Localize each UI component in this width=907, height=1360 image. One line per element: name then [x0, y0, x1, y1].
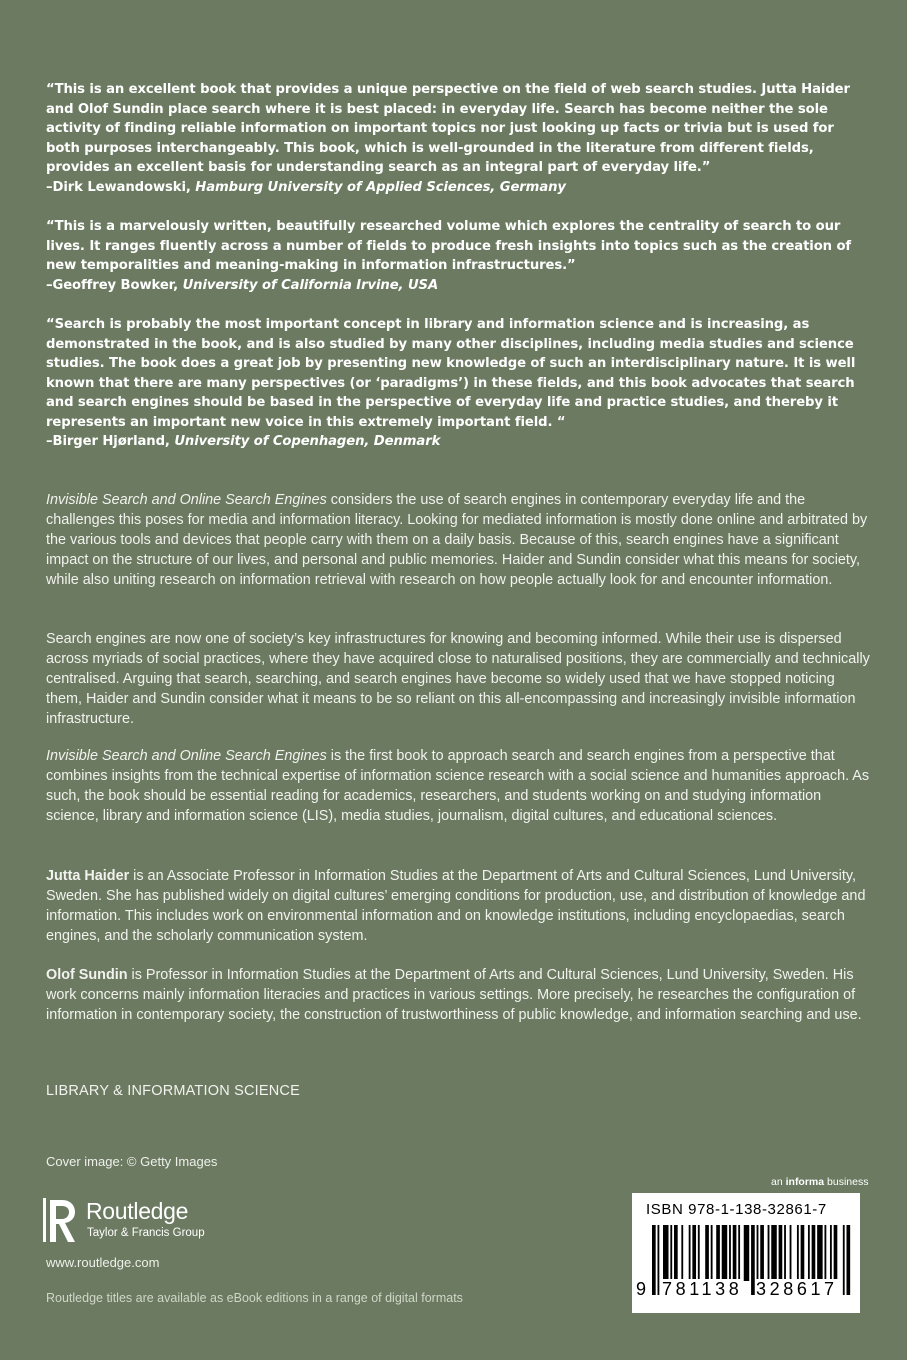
barcode-bar: [722, 1225, 728, 1281]
barcode-bar: [824, 1225, 826, 1281]
quote-author: –Geoffrey Bowker,: [46, 277, 179, 293]
paragraph-text: Search engines are now one of society’s key infrastructures for knowing and becoming informed. While their use is dispersed across myriads of social practices, where they have acquired close to naturalised positions, they are commercially and technically centralised. Arguing that search, searching, and search engines have become so widely used that we have stopped noticing them, Haider and Sundin consider what it means to be so reliant on this all-encompassing and increasingly invisible information infrastructure.: [46, 631, 870, 727]
isbn-digit-lead: 9: [636, 1279, 647, 1299]
barcode-bar: [834, 1225, 838, 1281]
description-paragraph-2: [46, 629, 871, 729]
ebook-note: Routledge titles are available as eBook editions in a range of digital formats: [46, 1291, 463, 1305]
publisher-url[interactable]: www.routledge.com: [46, 1255, 160, 1270]
quote-text: “This is an excellent book that provides a unique perspective on the field of web search studies. Jutta Haider and Olof Sundin place search where it is best placed: in everyday life. Search has become neither the sole activity of finding reliable information on important topics nor just looking up facts or trivia but is used for both purposes interchangeably. This book, which is well-grounded in the literature from different fields, provides an excellent basis for understanding search as an integral part of everyday life.”: [46, 82, 850, 175]
publisher-tagline: Taylor & Francis Group: [87, 1227, 205, 1239]
isbn-digits-left: 781138: [662, 1279, 743, 1299]
barcode-bar: [784, 1225, 786, 1281]
barcode-bar: [760, 1225, 764, 1281]
barcode-bar: [689, 1225, 691, 1281]
barcode-bar: [681, 1225, 683, 1281]
routledge-logo: [42, 1196, 232, 1246]
barcode-bar: [801, 1225, 805, 1281]
quote-attribution: [46, 178, 866, 198]
bio-text: is an Associate Professor in Information Studies at the Department of Arts and Cultural Sciences, Lund University, Sweden. She has published widely on digital cultures’ emerging conditions for production, use, and distribution of knowledge and information. This includes work on environmental information and on knowledge institutions, including encyclopaedias, search engines, and the scholarly communication system.: [46, 868, 866, 944]
routledge-logo-icon: [42, 1196, 78, 1246]
cover-image-credit: Cover image: © Getty Images: [46, 1154, 218, 1169]
barcode-bar: [692, 1225, 696, 1281]
endorsement-quote-2: [46, 217, 866, 295]
subject-category: LIBRARY & INFORMATION SCIENCE: [46, 1083, 300, 1099]
author-bio-haider: [46, 866, 871, 946]
isbn-label: ISBN 978-1-138-32861-7: [646, 1201, 827, 1218]
barcode-bar: [808, 1225, 810, 1281]
barcode-bar: [797, 1225, 799, 1281]
paragraph-text: considers the use of search engines in contemporary everyday life and the challenges this poses for media and information literacy. Looking for mediated information is mostly done online and arbitrated by the various tools and devices that people carry with them on a daily basis. Because of this, search engines have a significant impact on the structure of our lives, and personal and public memories. Haider and Sundin consider what this means for society, while also uniting research on information retrieval with research on how people actually look for and encounter information.: [46, 492, 868, 588]
author-name: Jutta Haider: [46, 868, 130, 884]
quote-affiliation: University of Copenhagen, Denmark: [174, 434, 441, 449]
isbn-digits-right: 328617: [756, 1279, 838, 1299]
isbn-digits: [632, 1279, 860, 1309]
quote-author: –Dirk Lewandowski,: [46, 179, 191, 195]
quote-text: “Search is probably the most important concept in library and information science and is increasing, as demonstrated in the book, and is also studied by many other disciplines, including media studies and science studies. The book does a great job by presenting new knowledge of such an interdisciplinary nature. It is well known that there are many perspectives (or ‘paradigms’) in these fields, and this book advocates that search and search engines should be based in the perspective of everyday life and practice studies, and thereby it represents an important new voice in this extremely important field. “: [46, 317, 856, 430]
endorsement-quote-1: [46, 80, 866, 197]
barcode-bar: [729, 1225, 731, 1281]
barcode-bar: [768, 1225, 770, 1281]
barcode-bar: [779, 1225, 783, 1281]
barcode-bar: [670, 1225, 672, 1281]
barcode-bar: [698, 1225, 700, 1281]
quote-text: “This is a marvelously written, beautifully researched volume which explores the centrality of search to our lives. It ranges fluently across a number of fields to produce fresh insights into topics such as the creation of new temporalities and meaning-making in information infrastructures.”: [46, 219, 852, 273]
barcode-bar: [830, 1225, 832, 1281]
description-paragraph-3: [46, 746, 871, 826]
informa-business-label: an informa business: [771, 1176, 869, 1188]
author-bio-sundin: [46, 965, 871, 1025]
barcode-bar: [663, 1225, 669, 1281]
quote-affiliation: Hamburg University of Applied Sciences, Germany: [195, 179, 566, 195]
barcode-bar: [771, 1225, 777, 1281]
barcode-bar: [812, 1225, 816, 1281]
description-paragraph-1: [46, 490, 871, 590]
bio-text: is Professor in Information Studies at the Department of Arts and Cultural Sciences, Lund University, Sweden. His work concerns mainly information literacies and practices in various settings. More precisely, he researches the configuration of information in contemporary society, the construction of trustworthiness of public knowledge, and information searching and use.: [46, 967, 862, 1023]
quote-attribution: [46, 432, 866, 452]
barcode-bar: [711, 1225, 713, 1281]
author-name: Olof Sundin: [46, 967, 128, 983]
quote-author: –Birger Hjørland,: [46, 434, 170, 449]
barcode-bar: [738, 1225, 740, 1281]
barcode-bar: [674, 1225, 678, 1281]
barcode-bar: [817, 1225, 823, 1281]
paragraph-text: is the first book to approach search and search engines from a perspective that combines insights from the technical expertise of information science research with a social science and humanities approach. As such, the book should be essential reading for academics, researchers, and students working on and studying information science, library and information science (LIS), media studies, journalism, digital cultures, and educational sciences.: [46, 748, 870, 824]
barcode-bar: [744, 1225, 750, 1281]
barcode-bar: [733, 1225, 737, 1281]
quote-affiliation: University of California Irvine, USA: [182, 277, 439, 293]
quote-attribution: [46, 276, 866, 296]
barcode-bar: [790, 1225, 792, 1281]
publisher-name: Routledge: [86, 1198, 189, 1224]
book-title: Invisible Search and Online Search Engines: [46, 492, 327, 508]
barcode-bar: [705, 1225, 709, 1281]
endorsement-quote-3: [46, 315, 866, 452]
barcode-bar: [716, 1225, 720, 1281]
book-title: Invisible Search and Online Search Engines: [46, 748, 327, 764]
isbn-barcode-box: [632, 1193, 860, 1313]
